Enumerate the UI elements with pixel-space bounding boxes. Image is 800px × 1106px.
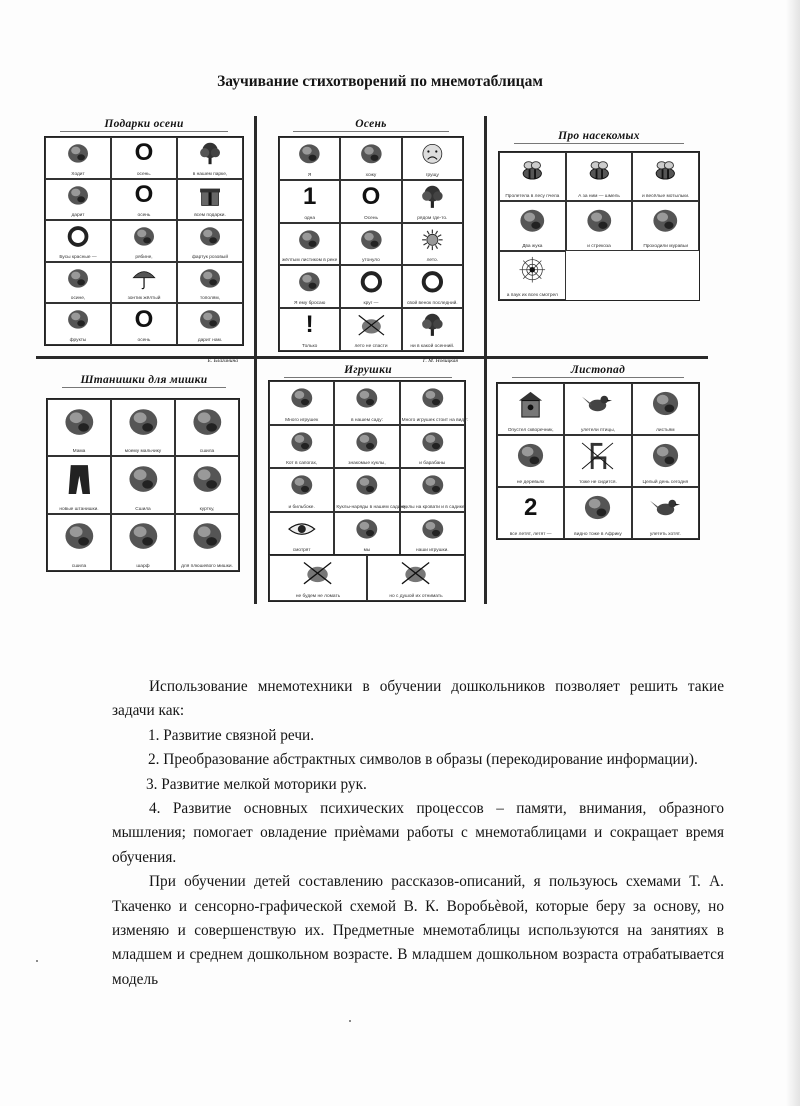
picture-icon: [410, 430, 456, 454]
mnemo-cell: [564, 487, 631, 539]
mnemo-cell: [632, 152, 699, 201]
mnemo-cell: [111, 399, 175, 456]
mnemo-cell: [279, 137, 340, 180]
panel-title: Подарки осени: [44, 118, 244, 130]
paragraph: 1. Развитие связной речи.: [148, 726, 315, 744]
bee-icon: [509, 158, 556, 185]
picture-icon: [187, 225, 233, 248]
mnemo-cell: [45, 137, 111, 179]
picture-icon: [57, 406, 102, 438]
mnemotable-grid: [278, 136, 464, 352]
picture-icon: [55, 184, 101, 207]
picture-icon: [642, 389, 689, 418]
chair-icon: [574, 441, 621, 470]
mnemotable-grid: [498, 151, 700, 301]
mnemo-cell: [334, 512, 399, 556]
mnemotable-podarki-oseni: [44, 118, 244, 364]
eye-icon: [279, 517, 325, 541]
cell-caption: Осень: [364, 215, 378, 221]
body-text: [112, 675, 724, 992]
picture-icon: [350, 142, 393, 166]
picture-icon: [121, 463, 166, 495]
mnemo-cell: [269, 425, 334, 469]
mnemo-cell: [177, 303, 243, 345]
mnemo-cell: [564, 435, 631, 487]
cell-caption: хожу: [365, 172, 377, 178]
mnemo-cell: [400, 468, 465, 512]
cell-caption: в нашем парке,: [192, 171, 228, 177]
sad-icon: [411, 142, 454, 166]
picture-icon: [344, 473, 390, 497]
glyph-icon: O: [361, 182, 381, 210]
cell-caption: Куклы-наряды в нашем садике,: [336, 504, 407, 510]
cell-caption: тополям,: [200, 296, 220, 302]
cell-caption: рядом где-то.: [417, 215, 448, 221]
ring-icon: [350, 270, 393, 294]
panel-title: Игрушки: [268, 364, 468, 376]
picture-icon: [187, 308, 233, 331]
picture-icon: [279, 430, 325, 454]
cell-caption: свой венок последний.: [406, 301, 458, 307]
cross-icon: [381, 560, 450, 586]
picture-icon: [509, 207, 556, 234]
cell-caption: шарф: [136, 563, 150, 569]
cell-caption: листьям: [656, 428, 675, 433]
ring-icon: [411, 270, 454, 294]
scan-speck: [36, 960, 38, 962]
cell-caption: Кот в сапогах,: [286, 461, 318, 466]
cell-caption: зонтик жёлтый: [127, 296, 161, 302]
glyph-icon: O: [134, 139, 154, 167]
picture-glyph: [288, 182, 331, 210]
cell-caption: осень: [137, 337, 151, 343]
picture-icon: [279, 473, 325, 497]
cell-caption: и барабаны: [419, 461, 446, 466]
cell-caption: лето.: [426, 258, 439, 264]
cell-caption: рябине,: [135, 254, 153, 260]
cell-caption: в нашем саду:: [351, 417, 383, 423]
cell-caption: Опустел скворечник,: [507, 428, 554, 433]
picture-icon: [187, 267, 233, 290]
cell-caption: куклы на кровати и в садике: [401, 504, 465, 510]
cell-caption: Ходит: [71, 171, 85, 177]
picture-icon: [185, 406, 230, 438]
tree-icon: [411, 313, 454, 337]
mnemo-cell: [340, 137, 401, 180]
mnemo-cell: [564, 383, 631, 435]
panel-title: Штанишки для мишки: [46, 374, 242, 386]
scan-shadow-edge: [786, 0, 800, 1106]
mnemo-cell: [175, 399, 239, 456]
picture-icon: [57, 520, 102, 552]
cell-caption: всем подарки.: [194, 213, 226, 219]
mnemo-cell: [47, 399, 111, 456]
cell-caption: но с душой их отнимать: [389, 594, 443, 599]
cell-caption: куртку,: [199, 506, 215, 512]
scan-speck: [349, 1020, 351, 1022]
cell-caption: Проходили муравьи: [643, 243, 688, 249]
ring-icon: [55, 225, 101, 248]
mnemo-cell: [400, 512, 465, 556]
mnemo-cell: [111, 179, 177, 221]
cell-caption: жёлтым листиком в реке: [282, 258, 338, 264]
sun-icon: [411, 228, 454, 252]
cell-caption: улететь хотят.: [649, 532, 681, 537]
cell-caption: грущу: [425, 172, 439, 178]
collage-divider: [484, 116, 487, 604]
mnemo-cell: [177, 220, 243, 262]
cell-caption: Два жука: [522, 243, 543, 249]
picture-icon: [121, 520, 166, 552]
mnemo-cell: [111, 220, 177, 262]
cell-caption: круг —: [363, 301, 379, 307]
cell-caption: сшила: [71, 563, 87, 569]
cell-caption: моему мальчику: [124, 449, 162, 455]
picture-icon: [55, 308, 101, 331]
paragraph: 3. Развитие мелкой моторики рук.: [146, 775, 367, 793]
glyph-icon: 2: [523, 493, 538, 521]
picture-icon: [55, 142, 101, 165]
mnemo-cell: [400, 381, 468, 425]
mnemotable-collage: [36, 108, 708, 604]
panel-title: Листопад: [496, 364, 700, 376]
paragraph: Использование мнемотехники в обучении дошкольников позволяет решить такие задачи как:: [112, 678, 724, 720]
cell-caption: осень.: [136, 171, 152, 177]
cell-caption: Целый день сегодня: [642, 480, 689, 485]
mnemo-cell: [367, 555, 465, 601]
picture-glyph: [350, 182, 393, 210]
picture-glyph: [121, 305, 167, 333]
picture-icon: [279, 386, 325, 410]
cell-caption: а паук их всех смотрел: [506, 292, 558, 298]
cell-caption: утонуло: [362, 258, 380, 264]
mnemo-cell: [340, 265, 401, 308]
mnemo-cell: [632, 201, 699, 250]
cell-caption: одна: [304, 215, 315, 221]
cell-caption: улетели птицы,: [580, 428, 616, 433]
pants-icon: [57, 463, 102, 495]
mnemo-cell: [177, 262, 243, 304]
picture-icon: [344, 517, 390, 541]
picture-icon: [350, 228, 393, 252]
picture-icon: [410, 386, 456, 410]
mnemo-cell: [499, 201, 566, 250]
mnemo-cell: [402, 308, 463, 351]
cell-caption: осине,: [70, 296, 86, 302]
cell-caption: Много игрушек стоит на виду:: [401, 417, 468, 423]
mnemo-cell: [402, 180, 463, 223]
bird-icon: [642, 493, 689, 522]
mnemo-cell: [111, 514, 175, 571]
mnemo-cell: [47, 456, 111, 513]
page-title: Заучивание стихотворений по мнемотаблицам: [217, 73, 543, 90]
mnemo-cell: [45, 220, 111, 262]
cell-caption: знакомые куклы,: [348, 461, 386, 466]
cross-icon: [350, 313, 393, 337]
glyph-icon: O: [134, 305, 154, 333]
picture-icon: [576, 207, 623, 234]
cell-caption: Сшила: [135, 506, 151, 512]
panel-title: Про насекомых: [498, 130, 700, 142]
picture-icon: [55, 267, 101, 290]
cell-caption: дарит нам.: [197, 337, 223, 343]
cell-caption: Только: [302, 343, 318, 349]
house-icon: [507, 389, 554, 418]
cell-caption: Много игрушек: [285, 417, 319, 423]
mnemo-cell: [279, 180, 340, 223]
tree-icon: [411, 185, 454, 209]
cell-caption: А за ним — шмель: [578, 194, 620, 200]
cell-caption: тоже не сидится.: [579, 480, 617, 485]
picture-icon: [642, 207, 689, 234]
mnemotable-listopad: [496, 364, 700, 554]
picture-icon: [288, 270, 331, 294]
bird-icon: [574, 389, 621, 418]
mnemo-cell: [111, 262, 177, 304]
mnemo-cell: [340, 308, 401, 351]
mnemo-cell: [334, 425, 399, 469]
cell-caption: лето не спасти: [354, 343, 388, 349]
picture-icon: [574, 493, 621, 522]
cell-caption: смотрят: [292, 548, 311, 553]
collage-divider: [36, 356, 708, 359]
mnemotable-osen: [278, 118, 464, 364]
cell-caption: Мама: [72, 449, 86, 455]
mnemo-cell: [269, 555, 367, 601]
mnemo-cell: [279, 308, 340, 351]
mnemo-cell: [45, 262, 111, 304]
mnemo-cell: [497, 383, 564, 435]
cell-caption: Я: [307, 172, 312, 178]
cell-caption: не деревьях: [516, 480, 545, 485]
mnemo-cell: [340, 223, 401, 266]
cell-caption: дарит: [71, 213, 85, 219]
mnemotable-pro-nasekomykh: [498, 130, 700, 330]
picture-icon: [410, 517, 456, 541]
cell-caption: видно тоже в Африку: [574, 532, 622, 537]
mnemo-cell: [175, 456, 239, 513]
cell-caption: ни в какой осенний.: [410, 343, 455, 349]
panel-author: Г. М. Новицкая: [422, 358, 458, 364]
gift-icon: [187, 184, 233, 207]
cell-caption: и бильбоке.: [288, 504, 315, 510]
cell-caption: Пролетела в лесу пчела: [505, 194, 560, 200]
mnemo-cell: [111, 303, 177, 345]
cell-caption: Бусы красные —: [59, 254, 97, 260]
mnemo-cell: [334, 381, 399, 425]
mnemo-cell: [177, 179, 243, 221]
cross-icon: [283, 560, 352, 586]
cell-caption: фартук розовый: [191, 254, 229, 260]
collage-divider: [254, 116, 257, 604]
cell-caption: для плюшевого мишки.: [181, 563, 233, 569]
picture-icon: [288, 142, 331, 166]
mnemo-cell: [111, 456, 175, 513]
mnemo-cell: [402, 265, 463, 308]
paragraph: При обучении детей составлению рассказов-описаний, я пользуюсь схемами Т. А. Ткаченко и сенсорно-графической схемой В. К. Воробьѐвой, которые беру за основу, но изменяю и совершенствую их. Предметные мнемотаблицы используются на занятиях в младшем и среднем дошкольном возрасте. В младшем дошкольном возраста отрабатывается модель: [112, 873, 724, 988]
picture-icon: [185, 520, 230, 552]
picture-glyph: [288, 313, 331, 337]
picture-icon: [344, 430, 390, 454]
picture-icon: [185, 463, 230, 495]
mnemo-cell: [45, 303, 111, 345]
mnemo-cell: [499, 152, 566, 201]
mnemo-cell: [269, 381, 334, 425]
cell-caption: новые штанишки.: [59, 506, 99, 512]
mnemotable-grid: [268, 380, 466, 556]
mnemo-cell: [45, 179, 111, 221]
mnemotable-shtanishki-dlya-mishki: [46, 374, 242, 584]
cell-caption: мы: [363, 548, 371, 553]
mnemo-cell: [566, 152, 633, 201]
mnemo-cell: [269, 512, 334, 556]
mnemotable-grid: [496, 382, 700, 540]
mnemotable-grid: [44, 136, 244, 346]
mnemo-cell: [175, 514, 239, 571]
mnemotable-grid: [46, 398, 240, 572]
cell-caption: все летят, летят —: [509, 532, 552, 537]
picture-glyph: [121, 139, 167, 167]
picture-icon: [121, 225, 167, 248]
mnemo-cell: [497, 435, 564, 487]
bee-icon: [576, 158, 623, 185]
cell-caption: сшила: [199, 449, 215, 455]
picture-icon: [507, 441, 554, 470]
paragraph: 4. Развитие основных психических процессов – памяти, внимания, образного мышления; помогает овладение приѐмами работы с мнемотаблицами и сокращает время обучения.: [112, 800, 724, 866]
picture-icon: [121, 406, 166, 438]
picture-icon: [288, 228, 331, 252]
mnemo-cell: [632, 435, 699, 487]
cell-caption: и весёлые мотыльки.: [641, 194, 690, 200]
picture-glyph: [121, 181, 167, 209]
tree-icon: [187, 142, 233, 165]
glyph-icon: 1: [302, 182, 317, 210]
web-icon: [509, 256, 556, 283]
panel-author: Е. Благинина: [207, 358, 238, 364]
picture-icon: [642, 441, 689, 470]
mnemotable-igrushki: [268, 364, 468, 604]
mnemo-cell: [400, 425, 465, 469]
mnemo-cell: [497, 487, 564, 539]
exclamation-icon: !: [305, 311, 314, 339]
glyph-icon: O: [134, 181, 154, 209]
mnemo-cell: [340, 180, 401, 223]
mnemo-cell: [47, 514, 111, 571]
mnemo-cell: [334, 468, 407, 512]
picture-icon: [410, 473, 456, 497]
mnemo-cell: [279, 223, 340, 266]
cell-caption: Я ему бросаю: [294, 301, 326, 307]
mnemo-cell: [632, 487, 699, 539]
cell-caption: и стрекоза: [587, 243, 611, 249]
picture-glyph: [507, 493, 554, 522]
mnemo-cell: [279, 265, 340, 308]
mnemo-cell: [566, 201, 633, 250]
cell-caption: фрукты: [69, 337, 87, 343]
mnemo-cell: [632, 383, 699, 435]
mnemo-cell: [402, 137, 463, 180]
mnemo-cell: [269, 468, 334, 512]
paragraph: 2. Преобразование абстрактных символов в образы (перекодирование информации).: [148, 751, 698, 769]
picture-icon: [344, 386, 390, 410]
mnemo-cell: [402, 223, 463, 266]
panel-title: Осень: [278, 118, 464, 130]
umbrella-icon: [121, 267, 167, 290]
mnemo-cell: [499, 251, 566, 300]
mnemotable-grid-wide: [268, 554, 466, 602]
cell-caption: наши игрушки.: [416, 548, 449, 553]
mnemo-cell: [111, 137, 177, 179]
cell-caption: не будем не ломать: [295, 594, 341, 599]
bee-icon: [642, 158, 689, 185]
cell-caption: осень: [137, 213, 151, 219]
mnemo-cell: [177, 137, 243, 179]
